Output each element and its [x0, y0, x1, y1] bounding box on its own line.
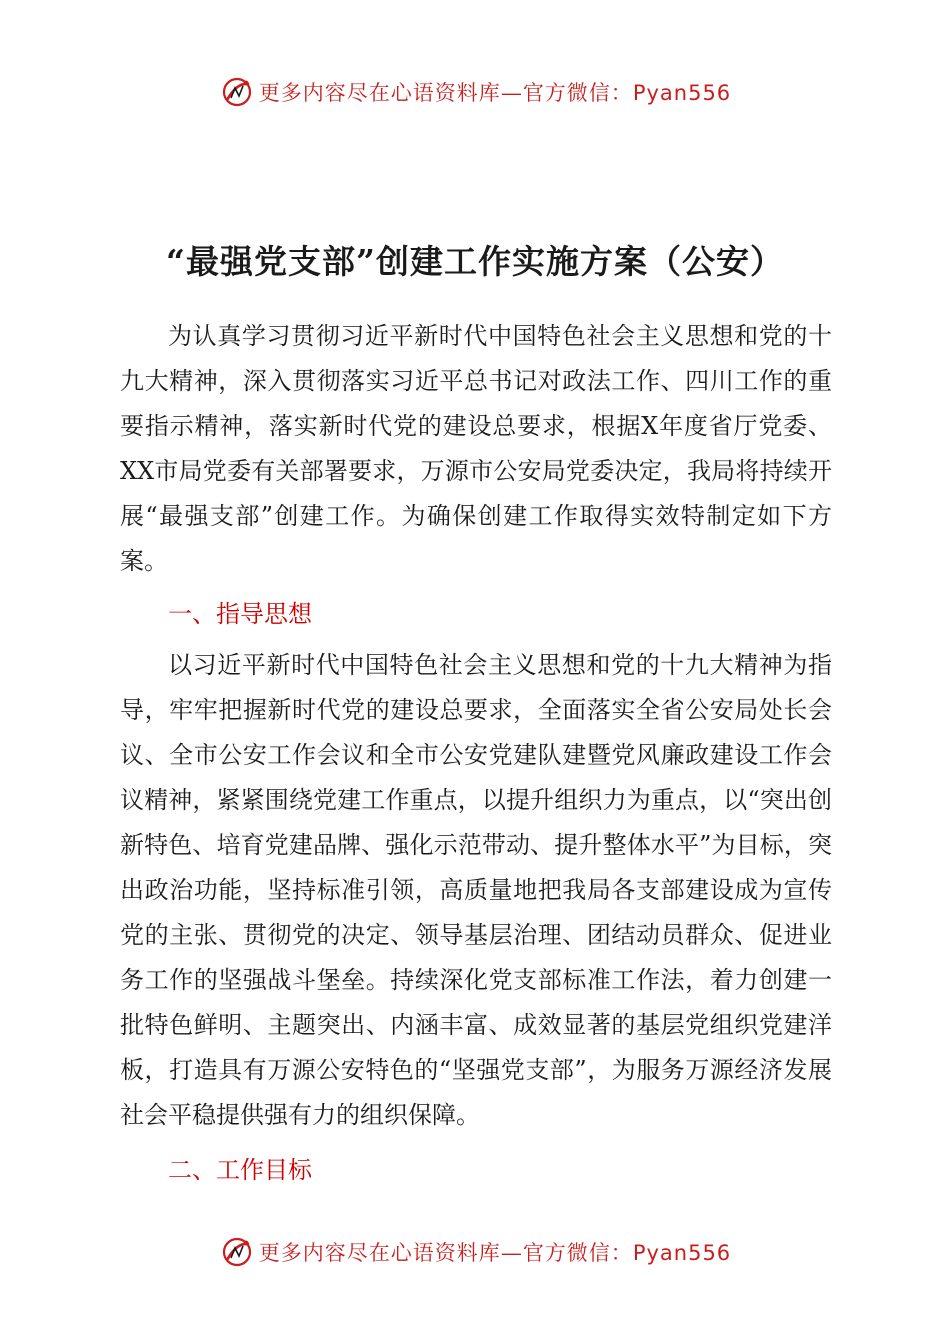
banner-library-name: 更多内容尽在心语资料库	[258, 1241, 501, 1265]
banner-separator: —	[500, 1241, 523, 1265]
banner-official-label: 官方微信：	[522, 81, 633, 105]
footer-watermark-banner	[0, 1232, 950, 1272]
banner-account: Pyan556	[632, 1241, 732, 1265]
brand-logo-icon	[219, 74, 255, 110]
header-watermark-banner	[0, 72, 950, 112]
brand-logo-icon	[219, 1234, 255, 1270]
banner-library-name: 更多内容尽在心语资料库	[258, 81, 501, 105]
banner-official-label: 官方微信：	[522, 1241, 633, 1265]
section-heading-guiding-ideology: 一、指导思想	[168, 600, 312, 628]
banner-account: Pyan556	[632, 81, 732, 105]
document-title: “最强党支部”创建工作实施方案（公安）	[166, 242, 784, 281]
document-body	[120, 314, 832, 1193]
banner-text	[259, 77, 731, 107]
intro-paragraph: 为认真学习贯彻习近平新时代中国特色社会主义思想和党的十九大精神，深入贯彻落实习近平总书记对政法工作、四川工作的重要指示精神，落实新时代党的建设总要求，根据X年度省厅党委、XX市局党委有关部署要求，万源市公安局党委决定，我局将持续开展“最强支部”创建工作。为确保创建工作取得实效特制定如下方案。	[120, 322, 832, 575]
section-heading-work-goals: 二、工作目标	[168, 1156, 312, 1184]
section1-paragraph: 以习近平新时代中国特色社会主义思想和党的十九大精神为指导，牢牢把握新时代党的建设总要求，全面落实全省公安局处长会议、全市公安工作会议和全市公安党建队建暨党风廉政建设工作会议精神，紧紧围绕党建工作重点，以提升组织力为重点，以“突出创新特色、培育党建品牌、强化示范带动、提升整体水平”为目标，突出政治功能，坚持标准引领，高质量地把我局各支部建设成为宣传党的主张、贯彻党的决定、领导基层治理、团结动员群众、促进业务工作的坚强战斗堡垒。持续深化党支部标准工作法，着力创建一批特色鲜明、主题突出、内涵丰富、成效显著的基层党组织党建洋板，打造具有万源公安特色的“坚强党支部”，为服务万源经济发展社会平稳提供强有力的组织保障。	[120, 651, 832, 1129]
banner-separator: —	[500, 81, 523, 105]
banner-text	[259, 1237, 731, 1267]
